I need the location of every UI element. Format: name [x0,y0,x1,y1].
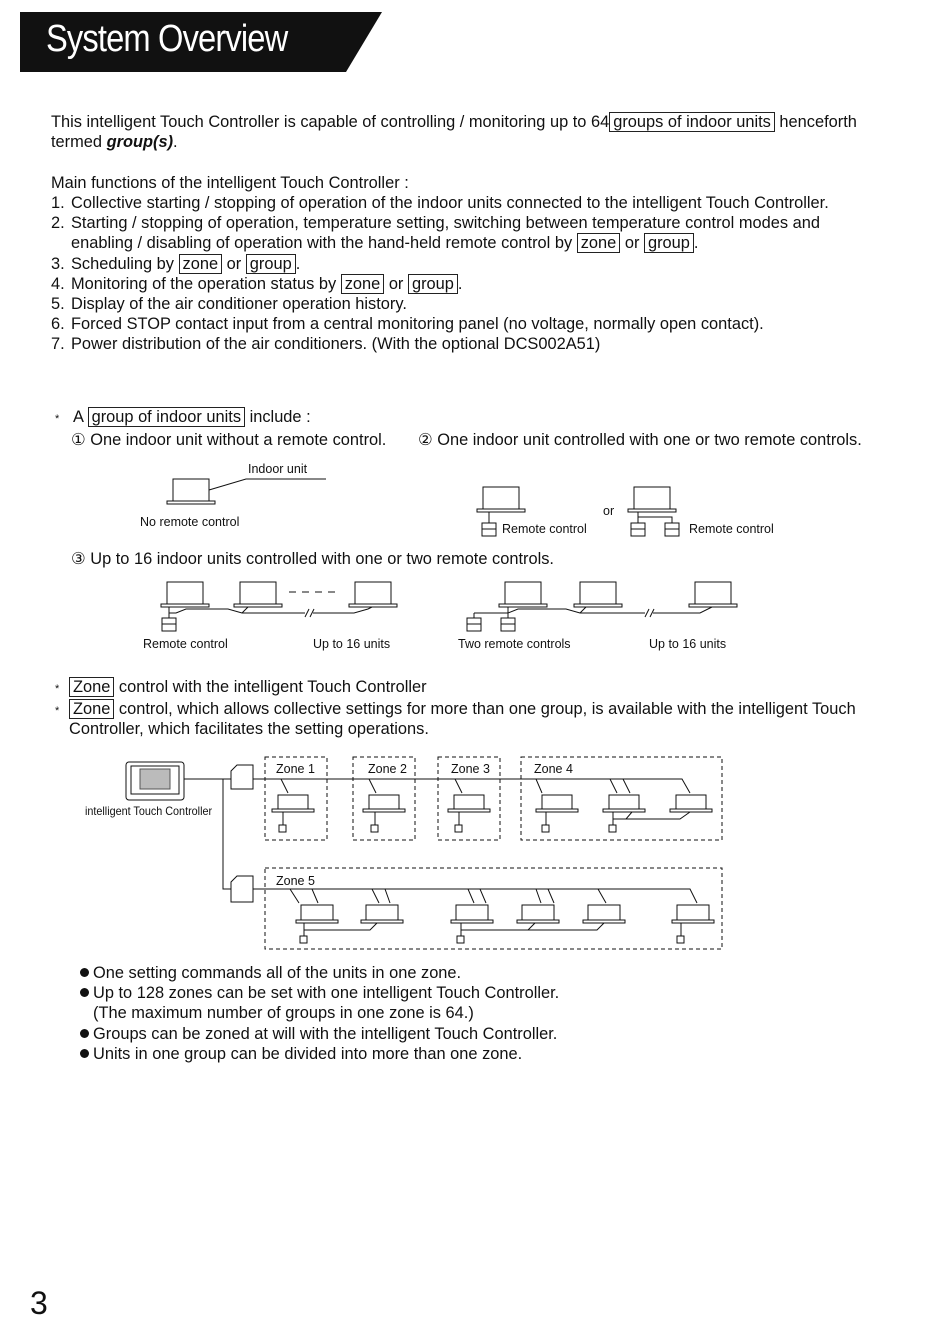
remote-control-icon [300,936,307,943]
label-remote-control: Remote control [502,522,587,536]
intro-punct: . [173,133,178,151]
or-text: or [624,234,640,252]
or-text: or [388,275,404,293]
remote-control-icon [677,936,684,943]
indoor-unit-icon [583,905,625,923]
indoor-unit-icon [517,905,559,923]
zone-text: control, which allows collective settings for more than one group, is available with the intelligent Touch [118,700,856,718]
indoor-unit-icon [349,582,397,607]
item-text: Starting / stopping of operation, temperature setting, switching between temperature control modes and [71,214,820,232]
indoor-unit-icon [628,487,676,512]
item-text: Monitoring of the operation status by [71,275,337,293]
label-touch-controller: intelligent Touch Controller [85,804,213,818]
bullet-text: One setting commands all of the units in one zone. [93,964,462,982]
remote-control-icon [457,936,464,943]
bullet-item [80,1044,522,1064]
remote-control-icon [542,825,549,832]
item-text: Power distribution of the air conditioners. (With the optional DCS002A51) [71,335,601,353]
indoor-unit-icon [451,905,493,923]
indoor-unit-icon [361,905,403,923]
indoor-unit-icon [448,795,490,812]
zone-label-1: Zone 1 [276,762,315,776]
page-title: System Overview [46,18,288,60]
indoor-unit-icon [272,795,314,812]
group-case-2: ② One indoor unit controlled with one or two remote controls. [418,431,862,449]
function-item-3 [51,254,300,274]
item-text: Forced STOP contact input from a central monitoring panel (no voltage, normally open contact). [71,315,764,333]
indoor-unit-icon [167,479,215,504]
bullet-item [80,983,559,1003]
indoor-unit-icon [499,582,547,607]
boxed-term-zone: zone [341,274,385,294]
touch-controller-icon [126,762,184,800]
bullet-note: (The maximum number of groups in one zone is 64.) [93,1004,474,1022]
item-number: 7. [51,335,65,353]
indoor-unit-icon [536,795,578,812]
label-remote-control: Remote control [689,522,774,536]
group-definition [55,407,311,429]
bullet-item [80,1024,557,1044]
label-two-remote-controls: Two remote controls [458,637,571,651]
boxed-term-zone: zone [577,233,621,253]
remote-control-icon [631,523,645,536]
item-number: 1. [51,194,65,212]
bullet-text: Groups can be zoned at will with the intelligent Touch Controller. [93,1025,558,1043]
boxed-term-zone: Zone [69,699,114,719]
indoor-unit-icon [234,582,282,607]
functions-heading: Main functions of the intelligent Touch Controller : [51,174,409,192]
remote-control-icon [467,618,481,631]
indoor-unit-icon [603,795,645,812]
remote-control-icon [162,618,176,631]
asterisk: * [55,683,60,695]
function-item-4 [51,274,462,294]
page-number: 3 [30,1285,48,1321]
intro-text: This intelligent Touch Controller is capable of controlling / monitoring up to 64 [51,113,610,131]
zone-label-5: Zone 5 [276,874,315,888]
boxed-term-zone: zone [179,254,223,274]
intro-text: termed [51,133,107,151]
indoor-unit-icon [363,795,405,812]
item-punct: . [693,234,699,252]
item-number: 3. [51,255,65,273]
intro-text-post: henceforth [779,113,857,131]
zone-text: control with the intelligent Touch Controller [118,678,427,696]
intro-line-1 [51,112,857,132]
item-punct: . [457,275,463,293]
bullet-icon [80,968,89,977]
indoor-unit-icon [574,582,622,607]
group-pre: A [73,408,84,426]
indoor-unit-icon [689,582,737,607]
label-no-remote-control: No remote control [140,515,240,529]
remote-control-icon [371,825,378,832]
label-up-to-16-units: Up to 16 units [313,637,391,651]
item-number: 5. [51,295,65,313]
boxed-term-groups: groups of indoor units [609,112,775,132]
boxed-term-group-of-indoor-units: group of indoor units [88,407,245,427]
item-text: Display of the air conditioner operation history. [71,295,407,313]
zone-line-2 [55,699,856,721]
adaptor-icon [231,765,253,789]
group-case-3: ③ Up to 16 indoor units controlled with one or two remote controls. [71,550,554,568]
indoor-unit-icon [477,487,525,512]
indoor-unit-icon [672,905,714,923]
function-item-2-cont [51,233,698,253]
item-number: 2. [51,214,65,232]
label-indoor-unit: Indoor unit [248,462,308,476]
label-up-to-16-units: Up to 16 units [649,637,727,651]
function-item-6 [51,314,764,334]
remote-control-icon [279,825,286,832]
function-item-2 [51,213,820,233]
item-text: Collective starting / stopping of operation of the indoor units connected to the intelligent Touch Controller. [71,194,829,212]
asterisk: * [55,705,60,717]
zone-label-2: Zone 2 [368,762,407,776]
boxed-term-zone: Zone [69,677,114,697]
asterisk: * [55,413,60,425]
bullet-icon [80,988,89,997]
term-group: group(s) [106,133,174,151]
function-item-1 [51,193,829,213]
boxed-term-group: group [644,233,694,253]
zone-line-1 [55,677,427,699]
remote-control-icon [482,523,496,536]
group-post: include : [249,408,311,426]
remote-control-icon [665,523,679,536]
remote-control-icon [455,825,462,832]
label-or: or [603,504,615,518]
bullet-text: Units in one group can be divided into more than one zone. [93,1045,523,1063]
indoor-unit-icon [296,905,338,923]
label-remote-control: Remote control [143,637,228,651]
remote-control-icon [609,825,616,832]
remote-control-icon [501,618,515,631]
zone-label-4: Zone 4 [534,762,573,776]
or-text: or [226,255,242,273]
intro-line-2 [51,132,178,152]
bullet-item [80,963,461,983]
item-number: 4. [51,275,65,293]
item-punct: . [295,255,301,273]
item-text: Scheduling by [71,255,174,273]
function-item-7 [51,334,600,354]
item-text: enabling / disabling of operation with the hand-held remote control by [71,234,573,252]
zone-label-3: Zone 3 [451,762,490,776]
bullet-icon [80,1049,89,1058]
zone-line-3: Controller, which facilitates the setting operations. [69,720,429,738]
function-item-5 [51,294,407,314]
boxed-term-group: group [246,254,296,274]
zone-box-5 [265,868,722,949]
indoor-unit-icon [161,582,209,607]
indoor-unit-icon [670,795,712,812]
group-case-1: ① One indoor unit without a remote control. [71,431,387,449]
bullet-icon [80,1029,89,1038]
bullet-text: Up to 128 zones can be set with one intelligent Touch Controller. [93,984,560,1002]
item-number: 6. [51,315,65,333]
adaptor-icon [231,876,253,902]
boxed-term-group: group [408,274,458,294]
